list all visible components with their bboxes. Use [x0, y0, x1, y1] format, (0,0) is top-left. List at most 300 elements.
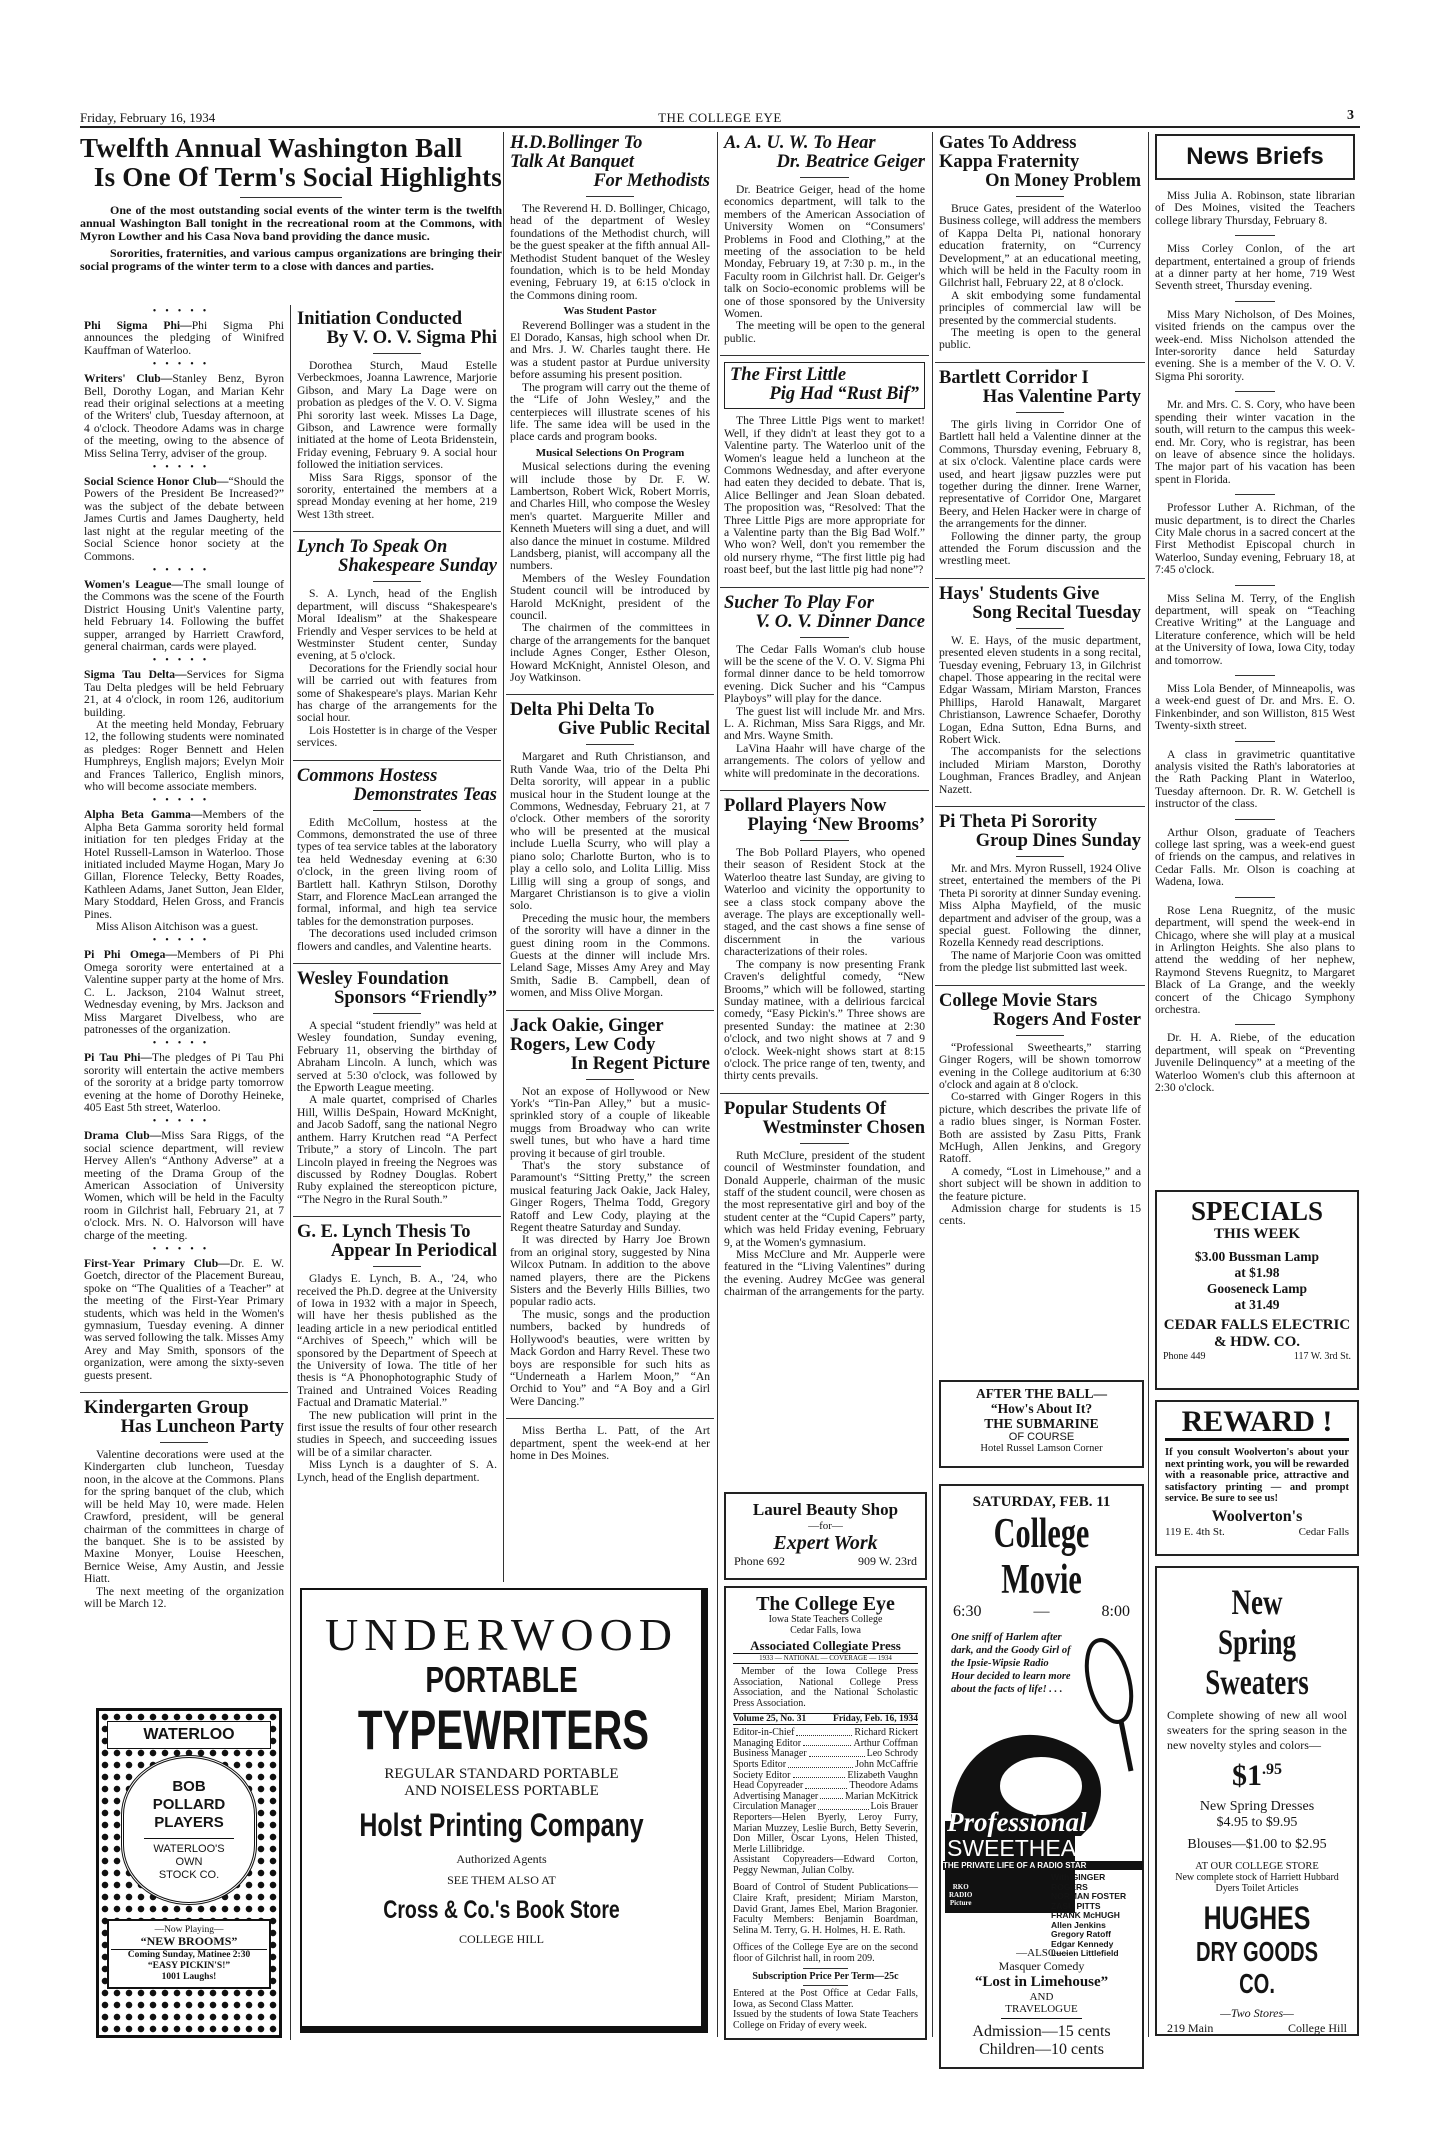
lead-paragraph: One of the most outstanding social events of the winter term is the twelfth annual Washington Ball tonight in the recreational room at the Commons, with Myron Lowther and his Casa Nova band providing the dance music.: [80, 203, 502, 243]
article-sucher: [720, 587, 929, 786]
paragraph-text: Miss Alison Aitchison was a guest.: [96, 920, 259, 934]
page-number: 3: [1347, 108, 1354, 123]
headline: [510, 1017, 710, 1080]
paragraph: [510, 622, 710, 684]
paragraph-text: Lois Hostetter is in charge of the Vesper services.: [297, 723, 497, 750]
paragraph: [297, 588, 497, 662]
specials-phone: Phone 449: [1163, 1351, 1206, 1362]
paragraph-text: Decorations for the Friendly social hour will be carried out with features from some of Shakespeare's plays. Marian Kehr has charge of the arrangements for the social hour.: [297, 661, 497, 725]
item-lead: Writers' Club—: [84, 372, 173, 386]
star-separator: [84, 1038, 284, 1050]
item-lead: Sigma Tau Delta—: [84, 668, 187, 682]
staff-row: [733, 1760, 918, 1771]
star-separator: [84, 795, 284, 807]
specials-week: THIS WEEK: [1213, 1226, 1300, 1242]
ad-line: REGULAR STANDARD PORTABLE: [384, 1766, 619, 1782]
paragraph: [84, 1449, 284, 1585]
star-separator: [84, 935, 284, 947]
headline-line: Pig Had “Rust Bif”: [769, 384, 919, 405]
paragraph: [297, 472, 497, 522]
paragraph-text: The pledges of Pi Tau Phi sorority will entertain the active members of the sorority at a bridge party tomorrow evening at the home of Dorothy Heineke, 405 East 5th street, Waterloo.: [84, 1051, 284, 1114]
article-westminster: [720, 1093, 929, 1305]
paragraph-text: The name of Marjorie Coon was omitted from the pledge list submitted last week.: [939, 948, 1141, 975]
paragraph-text: The small lounge of the Commons was the scene of the Fourth District Housing Unit's Valentine party, held February 14. Following the buffet supper, arranged by Harriett Crawford, general chairman, cards were played.: [84, 577, 284, 653]
acp-logo-text: Associated Collegiate Press: [750, 1638, 901, 1654]
ad-line: OF COURSE: [1008, 1431, 1075, 1443]
paragraph-text: Miss Lynch is a daughter of S. A. Lynch, head of the English department.: [297, 1458, 497, 1484]
ad-troupe-line: PLAYERS: [154, 1814, 224, 1831]
ad-next-play: “EASY PICKIN'S!”: [147, 1961, 231, 1971]
hughes-store-note: AT OUR COLLEGE STORE: [1195, 1861, 1319, 1872]
staff-role: Business Manager: [733, 1748, 807, 1760]
masthead-box: [724, 1586, 927, 2040]
headline-line: A. A. U. W. To Hear: [724, 133, 876, 153]
paragraph: [510, 203, 710, 302]
paragraph-text: The accompanists for the selections included Miriam Marston, Dorothy Loughman, Frances Bradley, and Anjean Nazett.: [939, 745, 1141, 796]
paragraph: [939, 950, 1141, 975]
article-ge-lynch-thesis: [293, 1216, 501, 1490]
reward-address: 119 E. 4th St.: [1165, 1525, 1225, 1538]
headline-line: Gates To Address: [939, 133, 1077, 153]
paragraph-text: The meeting will be open to the general public.: [724, 319, 925, 345]
paragraph: [939, 531, 1141, 568]
headline-line: Commons Hostess: [297, 765, 438, 786]
specials-store: CEDAR FALLS ELECTRIC & HDW. CO.: [1163, 1317, 1351, 1350]
headline: [939, 369, 1141, 413]
ad-line: THE SUBMARINE: [984, 1416, 1099, 1431]
headline-line: Sucher To Play For: [724, 592, 874, 613]
paragraph: [297, 1094, 497, 1206]
paragraph: [84, 476, 284, 563]
article-pi-theta-pi: [935, 806, 1145, 981]
paragraph-text: A class in gravimetric quantitative analysis visited the Rath's laboratories at the Rath Packing Plant in Waterloo, Tuesday afternoon. Dr. R. W. Getchell is instructor of the class.: [1155, 747, 1355, 811]
article-bertha-patt: [506, 1418, 714, 1468]
paragraph-text: Miss Mary Nicholson, of Des Moines, visited friends on the campus over the week-end. Miss Nicholson attended the Inter-sorority dance held Saturday evening. She is a member of the V. O. V. Sigma Phi sorority.: [1155, 307, 1355, 383]
lead-story: [80, 134, 502, 273]
paragraph: [939, 1166, 1141, 1203]
article-first-little-pig: [720, 355, 929, 582]
headline-line: Has Valentine Party: [982, 386, 1141, 407]
paragraph: [1155, 897, 1355, 1017]
paragraph-text: S. A. Lynch, head of the English department, will discuss “Shakespeare's Moral Idealism” at the Shakespeare Friendly and Vesper services to be held at Westminster Student center, Sunday evening, at 5 o'clock.: [297, 587, 497, 663]
paragraph-text: The next meeting of the organization will be March 12.: [84, 1584, 284, 1610]
paragraph: [510, 382, 710, 444]
paragraph: [297, 1020, 497, 1094]
star-separator: [84, 306, 284, 318]
headline-line: Lynch To Speak On: [297, 537, 448, 558]
headline: [297, 1223, 497, 1267]
paragraph-text: Phi Sigma Phi announces the pledging of Winifred Kauffman of Waterloo.: [84, 319, 284, 357]
ad-agents: Authorized Agents: [456, 1852, 547, 1866]
movie-title: College Movie: [993, 1511, 1090, 1603]
leader-dots: [796, 1728, 852, 1736]
ad-name: Laurel Beauty Shop: [752, 1500, 899, 1519]
staff-name: Lois Brauer: [870, 1801, 918, 1813]
movie-film-title: Professional: [947, 1807, 1087, 1837]
cast-member: FRANK McHUGH: [1051, 1910, 1120, 1920]
ad-slogan: Expert Work: [773, 1532, 878, 1554]
paragraph-text: Stanley Benz, Byron Bell, Dorothy Logan, and Marian Kehr read their original selections at a meeting of the Writers' club, Tuesday afternoon, at 4 o'clock. Theodore Adams was in charge of the meeting, owing to the absence of Miss Selina Terry, adviser of the group.: [84, 372, 285, 460]
paragraph: [297, 360, 497, 472]
studio-text: RKO: [952, 1883, 969, 1891]
ad-hughes-dry-goods: [1155, 1566, 1359, 2036]
reward-title: REWARD !: [1165, 1406, 1349, 1441]
paragraph: [510, 1309, 710, 1408]
masthead-member: Member of the Iowa College Press Association, National College Press Association, and the National Scholastic Press Association.: [733, 1666, 918, 1709]
specials-item: $3.00 Bussman Lamp: [1194, 1249, 1320, 1264]
paragraph: [939, 635, 1141, 747]
hughes-stores: —Two Stores—: [1220, 2006, 1294, 2020]
paragraph: [1155, 819, 1355, 889]
item-lead: Alpha Beta Gamma—: [84, 808, 203, 822]
column-2: [293, 308, 501, 1580]
article-bollinger: [506, 132, 714, 690]
paragraph: [724, 184, 925, 320]
ad-city: WATERLOO: [143, 1726, 235, 1743]
article-gates: [935, 132, 1145, 358]
headline-line: Initiation Conducted: [297, 309, 462, 329]
paragraph: [510, 461, 710, 573]
headline-line: Demonstrates Teas: [353, 784, 497, 805]
specials-address: 117 W. 3rd St.: [1293, 1351, 1351, 1362]
lead-paragraph: Sororities, fraternities, and various campus organizations are bringing their social programs of the winter term to a close with dances and parties.: [80, 246, 502, 273]
staff-name: John McCaffrie: [855, 1758, 918, 1770]
paragraph: [297, 1459, 497, 1484]
ad-laurel-beauty-shop: [724, 1492, 927, 1580]
ad-tagline: OWN: [175, 1856, 203, 1868]
paragraph: [297, 928, 497, 953]
star-separator: [84, 462, 284, 474]
headline-line: Twelfth Annual Washington Ball: [80, 133, 463, 163]
item-lead: Phi Sigma Phi—: [84, 319, 192, 332]
headline-line: Sponsors “Friendly”: [334, 988, 497, 1009]
item-lead: First-Year Primary Club—: [84, 1257, 230, 1270]
headline-line: For Methodists: [593, 171, 710, 191]
society-notes: [80, 302, 288, 1388]
headline-line: Bartlett Corridor I: [939, 367, 1089, 388]
movie-blurb: One sniff of Harlem after dark, and the Goody Girl of the Ipsie-Wipsie Radio Hour decided to learn more about the facts of life! . . .: [951, 1632, 1071, 1695]
ad-company: Holst Printing Company: [359, 1807, 644, 1843]
hughes-dress-price: $4.95 to $9.95: [1216, 1815, 1298, 1830]
specials-title: SPECIALS: [1190, 1196, 1324, 1226]
headline: [1155, 134, 1355, 180]
ad-phone: Phone 692: [734, 1554, 785, 1568]
movie-admission: Admission—15 cents: [972, 2023, 1111, 2040]
leader-dots: [803, 1739, 851, 1747]
paragraph-text: Dr. E. W. Goetch, director of the Placement Bureau, spoke on “The Qualities of a Teacher” at the meeting of the First-Year Primary students, which was held in the Women's gymnasium, Tuesday evening. A dinner was served following the talk. Misses Amy Arey and May Smith, sponsors of the organization, were among the sixty-seven guests present.: [84, 1257, 284, 1382]
headline-line: The First Little: [730, 365, 847, 386]
headline-line: G. E. Lynch Thesis To: [297, 1222, 471, 1243]
paragraph-text: Miss Selina M. Terry, of the English department, will speak on “Teaching Creative Writing” at the Language and Literature conference, which will be held at the University of Iowa, Iowa City, today and tomorrow.: [1155, 591, 1355, 667]
paragraph-text: The Bob Pollard Players, who opened their season of Resident Stock at the Waterloo theatre last Sunday, are giving to Waterloo and vicinity the opportunity to see a class stock company above the average. The plays are exceptionally well-staged, and the cast shows a fine sense of discernment in the various characterizations of their roles.: [724, 846, 925, 959]
paragraph-text: The company is now presenting Frank Craven's delightful comedy, “New Brooms,” which will be followed, starting Sunday matinee, with a delirious farcical comedy, “Easy Pickin's.” Three shows are presented Sunday: the matinee at 2:30 o'clock, and two night shows at 7 and 9 o'clock. Week-night shows start at 8:15 o'clock. The price range of ten, twenty, and thirty cents prevails.: [724, 957, 925, 1083]
cast-member: NORMAN FOSTER: [1051, 1891, 1127, 1901]
paragraph: [510, 913, 710, 1000]
issue-date: Friday, February 16, 1934: [80, 110, 216, 125]
headline: [297, 970, 497, 1014]
hughes-name: DRY GOODS CO.: [1195, 1936, 1319, 1999]
paragraph-text: Not an expose of Hollywood or New York's “Tin-Pan Alley,” but a music-sprinkled story of a couple of likeable muggs from Broadway who can write swell tunes, but who have a hard time proving it because of girl trouble.: [510, 1084, 710, 1160]
headline-line: Song Recital Tuesday: [972, 602, 1141, 623]
subscription-price: Subscription Price Per Term—25c: [752, 1970, 899, 1982]
paragraph-text: A skit embodying some fundamental principles of commercial law will be presented by the commercial students.: [939, 288, 1141, 327]
studio-text: Picture: [949, 1899, 972, 1907]
headline-line: Jack Oakie, Ginger: [510, 1015, 664, 1036]
paragraph-text: Rose Lena Ruegnitz, of the music department, will spend the week-end in Chicago, where she will play at a musical in Arlington Heights. She also plans to attend the wedding of her nephew, Raymond Stevens Ruegnitz, to Margaret Black of La Grange, and the weekly concert of the Chicago Symphony orchestra.: [1155, 903, 1355, 1016]
movie-time: 6:30: [953, 1603, 982, 1620]
headline-line: Westminster Chosen: [762, 1117, 925, 1138]
headline: [84, 1399, 284, 1443]
hughes-price: $1: [1232, 1759, 1262, 1792]
article-delta-phi-delta: [506, 694, 714, 1005]
issued-notice: Issued by the students of Iowa State Teachers College on Friday of every week.: [733, 2009, 918, 2031]
paragraph: [939, 1203, 1141, 1228]
headline-line: Shakespeare Sunday: [338, 556, 497, 577]
paragraph-text: Preceding the music hour, the members of the sorority will have a dinner in the guest dining room in the Commons. Guests at the dinner will include Mrs. Leland Sage, Misses Amy Arey and May Smith, Sadie B. Campbell, dean of women, and Miss Olive Morgan.: [510, 911, 710, 1000]
cast-member: Edgar Kennedy: [1051, 1938, 1114, 1949]
ad-reward: [1155, 1400, 1359, 1556]
column-rule: [503, 132, 504, 1582]
headline-line: By V. O. V. Sigma Phi: [326, 328, 497, 348]
article-lynch-shakespeare: [293, 531, 501, 755]
paragraph-text: Mr. and Mrs. C. S. Cory, who have been spending their winter vacation in the south, will return to the campus this week-end. Mr. Cory, who is registrar, has been on leave of absence since the holidays. The major part of his vacation has been spent in Florida.: [1155, 398, 1355, 486]
staff-role: Sports Editor: [733, 1758, 787, 1770]
staff-name: Leo Schrody: [866, 1748, 918, 1760]
headline-line: Kappa Fraternity: [939, 152, 1080, 172]
staff-role: Society Editor: [733, 1769, 791, 1781]
column-1: [80, 302, 288, 1700]
paragraph: [510, 320, 710, 382]
hughes-location: College Hill: [1288, 2021, 1347, 2035]
movie-short: “Lost in Limehouse”: [974, 1974, 1109, 1990]
paragraph: [939, 290, 1141, 327]
column-rule: [290, 305, 291, 2040]
staff-name: Theodore Adams: [849, 1780, 918, 1792]
staff-role: Head Copyreader: [733, 1780, 804, 1792]
paragraph: [297, 725, 497, 750]
paragraph-text: Members of Pi Phi Omega sorority were entertained at a Valentine supper party at the home of Mrs. C. L. Jackson, 2104 Walnut street, Wednesday evening, by Mrs. Jackson and Miss Margaret Divelbess, who are patronesses of the organization.: [84, 948, 284, 1036]
ad-brand: UNDERWOOD: [325, 1609, 678, 1660]
ad-specials: [1155, 1190, 1359, 1390]
paragraph-text: Following the dinner party, the group attended the Forum discussion and the wrestling meet.: [939, 529, 1141, 568]
item-lead: Women's League—: [84, 577, 183, 591]
movie-dash: —: [1033, 1603, 1050, 1620]
reporters: Reporters—Helen Byerly, Leroy Furry, Marian Muzzey, Leslie Burch, Betty Severin, Don Miller, Oscar Lyons, Helen Thisted, Merle Lillibridge.: [733, 1811, 918, 1855]
hughes-name: HUGHES: [1203, 1900, 1311, 1936]
paragraph: [84, 921, 284, 933]
ad-bob-pollard-players: [96, 1708, 282, 2038]
paragraph: [1155, 585, 1355, 667]
paragraph: [724, 644, 925, 706]
paragraph-text: LaVina Haahr will have charge of the arrangements. The colors of yellow and white will predominate in the decorations.: [724, 741, 925, 780]
headline: [724, 362, 925, 409]
board-of-control: Board of Control of Student Publications—Claire Kraft, president; Miriam Marston, David Grant, James Ebel, Marion Bragonier. Faculty Members: Benjamin Boardman, Selina M. Terry, G. H. Holmes, H. E. Rath.: [733, 1882, 918, 1936]
headline-line: Dr. Beatrice Geiger: [776, 152, 925, 172]
headline-line: H.D.Bollinger To: [510, 133, 643, 153]
ad-now-playing: —Now Playing—: [154, 1925, 224, 1935]
column-5: [935, 132, 1145, 1374]
movie-date: SATURDAY, FEB. 11: [972, 1494, 1111, 1510]
headline-line: In Regent Picture: [570, 1053, 710, 1074]
staff-name: Elizabeth Vaughn: [847, 1769, 918, 1781]
headline-line: Rogers, Lew Cody: [510, 1034, 656, 1055]
paragraph: [1155, 391, 1355, 486]
paragraph: [724, 959, 925, 1083]
paragraph-text: “Should the Powers of the President Be Increased?” was the subject of the debate between James Curtis and James Daugherty, held last night at the regular meeting of the Social Science honor society at the Commons.: [84, 475, 284, 563]
acp-years: 1933 — NATIONAL — COVERAGE — 1934: [733, 1653, 918, 1664]
paragraph: [724, 743, 925, 780]
hughes-dresses: New Spring Dresses: [1199, 1799, 1315, 1814]
paragraph-text: Musical selections during the evening will include those by Dr. F. W. Lambertson, Robert Wick, Robert Morris, and Charles Hill, who compose the Wesley men's quartet. Marguerite Miller and Kenneth Mueters will sing a duet, and will also dance the minuet in costume. Mildred Landsberg, pianist, will accompany all the numbers.: [510, 460, 710, 573]
article-initiation: [293, 308, 501, 527]
movie-film-tagline: THE PRIVATE LIFE OF A RADIO STAR: [943, 1861, 1143, 1870]
movie-time: 8:00: [1101, 1603, 1130, 1620]
page-header: [80, 108, 1360, 128]
headline-line: Pollard Players Now: [724, 796, 887, 817]
paragraph-text: Miss Lola Bender, of Minneapolis, was a week-end guest of Dr. and Mrs. E. O. Finkenbinder, and son Williston, 815 West Twenty-sixth street.: [1155, 682, 1355, 733]
ad-line: “How's About It?: [990, 1401, 1093, 1416]
headline-line: Delta Phi Delta To: [510, 700, 655, 721]
column-3: [506, 132, 714, 1580]
paragraph: [84, 719, 284, 793]
item-lead: Social Science Honor Club—: [84, 475, 229, 489]
studio-text: RADIO: [949, 1891, 973, 1899]
masthead-title: The College Eye: [756, 1593, 895, 1615]
movie-cast: [1051, 1873, 1143, 1959]
star-separator: [84, 655, 284, 667]
paragraph: [510, 751, 710, 912]
paragraph-text: The meeting is open to the general public.: [939, 326, 1141, 352]
paragraph-text: Miss Corley Conlon, of the art department, entertained a group of friends at a dinner party at her home, 719 West Seventh street, Thursday evening.: [1155, 242, 1355, 293]
paragraph: [1155, 190, 1355, 227]
paragraph: [297, 817, 497, 929]
ad-address: 909 W. 23rd: [857, 1554, 917, 1568]
paragraph-text: The program will carry out the theme of the “Life of John Wesley,” and the centerpieces will illustrate scenes of his life. The same idea will be used in the place cards and program books.: [510, 380, 710, 444]
paragraph: [84, 1130, 284, 1242]
cast-member: ZASU PITTS: [1051, 1900, 1101, 1911]
staff-role: Advertising Manager: [733, 1790, 819, 1802]
paragraph-text: Reverend Bollinger was a student in the El Dorado, Kansas, high school when Dr. and Mrs. J. W. Charles taught there. He was a student pastor at Purdue university before assuming his present position.: [510, 318, 710, 382]
paragraph-text: The chairmen of the committees in charge of the arrangements for the banquet include Agnes Conger, Esther Oleson, Howard McKnight, Annistel Oleson, and Joy Watkinson.: [510, 621, 710, 685]
paragraph: [297, 1410, 497, 1460]
ad-after-the-ball: [939, 1380, 1144, 1468]
specials-price: at 31.49: [1234, 1297, 1280, 1312]
paragraph: [510, 573, 710, 623]
movie-travelogue: AND TRAVELOGUE: [1001, 1991, 1082, 2019]
paragraph: [724, 847, 925, 959]
reward-body: If you consult Woolverton's about your next printing work, you will be rewarded with a reasonable price, attractive and satisfactory printing — and prompt service. Be sure to see us!: [1165, 1447, 1349, 1504]
staff-role: Managing Editor: [733, 1737, 802, 1749]
paragraph-text: Bruce Gates, president of the Waterloo Business college, will address the members of Kappa Delta Pi, national honorary education fraternity, on “Currency Development,” at an educational meeting, which will be held in the Faculty room in Gilchrist hall, February 22, at 8 o'clock.: [939, 202, 1141, 290]
headline: [939, 585, 1141, 629]
ad-line: PORTABLE: [425, 1659, 578, 1700]
article-bartlett: [935, 362, 1145, 574]
paragraph: [84, 949, 284, 1036]
paragraph-text: Dr. H. A. Riebe, of the education department, will speak on “Preventing Juvenile Delinquency” at a meeting of the Waterloo Women's club this afternoon at 2:30 o'clock.: [1155, 1031, 1355, 1094]
paragraph-text: The Three Little Pigs went to market! Well, if they didn't at least they got to a Valentine party. The Waterloo unit of the Women's league held a luncheon at the Commons Wednesday, and after everyone had eaten they decided to debate. That is, Alice Bellinger and Jean Sloan debated. The proposition was, “Resolved: That the Three Little Pigs are more appropriate for a Valentine party than the Big Bad Wolf.” Who won? Well, don't you remember the old nursery rhyme, “The first little pig had roast beef, but the last little pig had none”?: [724, 414, 925, 577]
headline: [510, 134, 710, 197]
column-4: [720, 132, 929, 1486]
paragraph-text: The music, songs and the production numbers, backed by hundreds of Hollywood's beauties, were written by Mack Gordon and Harry Revel. These two boys are responsible for such hits as “Underneath a Harlem Moon,” “An Orchid to You” and “A Boy and a Girl Were Dancing.”: [510, 1307, 710, 1408]
headline-line: Kindergarten Group: [84, 1398, 249, 1419]
paragraph-text: Arthur Olson, graduate of Teachers college last spring, was a week-end guest of friends on the campus, and relatives in Cedar Falls. Mr. Olson is coaching at Wadena, Iowa.: [1155, 825, 1355, 889]
paragraph: [724, 1150, 925, 1249]
star-separator: [84, 1244, 284, 1256]
paragraph-text: Dr. Beatrice Geiger, head of the home economics department, will talk to the members of the American Association of University Women on “Consumers' Problems in Food and Clothing,” at the meeting of the association to be held Monday, February 19, at 7:30 p. m., in the Faculty room in Gilchrist hall. Dr. Geiger's talk on Socio-economic problems will be one of those sponsored by the University Women.: [724, 183, 925, 321]
column-rule: [1148, 132, 1149, 2037]
cast-member: Allen Jenkins: [1051, 1919, 1106, 1930]
specials-item: Gooseneck Lamp: [1206, 1281, 1308, 1296]
paragraph-text: At the meeting held Monday, February 12, the following students were nominated as pledges: Roger Bennett and Helen Humphreys, English majors; Evelyn Moir and Frances Tallerico, English minors, who will become associate members.: [84, 717, 284, 793]
ad-line: TYPEWRITERS: [357, 1698, 650, 1761]
subheading: Musical Selections On Program: [535, 446, 685, 459]
staff-name: Richard Rickert: [854, 1727, 918, 1739]
item-lead: Pi Phi Omega—: [84, 948, 177, 962]
paragraph: [939, 1091, 1141, 1165]
reward-name: Woolverton's: [1211, 1507, 1303, 1525]
headline: [939, 813, 1141, 857]
ad-location: COLLEGE HILL: [459, 1932, 544, 1946]
item-lead: Drama Club—: [84, 1129, 162, 1143]
headline-line: Hays' Students Give: [939, 583, 1100, 604]
paragraph: [84, 669, 284, 719]
paragraph: [939, 1042, 1141, 1092]
ad-store: Cross & Co.'s Book Store: [383, 1896, 620, 1924]
ad-line: AND NOISELESS PORTABLE: [404, 1783, 599, 1799]
article-commons-hostess: [293, 760, 501, 959]
ad-line: AFTER THE BALL—: [975, 1386, 1108, 1401]
headline-line: V. O. V. Dinner Dance: [755, 611, 925, 632]
headline-line: Appear In Periodical: [330, 1241, 497, 1262]
paragraph-text: It was directed by Harry Joe Brown from an original story, suggested by Nina Wilcox Putnam. In addition to the above named players, there are the Pickens Sisters and the Beverly Hills Billies, two popular radio acts.: [510, 1233, 710, 1309]
paragraph-text: Valentine decorations were used at the Kindergarten club luncheon, Tuesday noon, in the alcove at the Commons. Plans for the spring banquet of the club, which will be held May 10, were made. Helen Crawford, president, will be general chairman of the committees in charge of the banquet. She is to be assisted by Maxine Monyer, Louise Heeschen, Bernice Weise, Amy Austin, and Jessie Hiatt.: [84, 1448, 284, 1586]
paragraph-text: Miss Bertha L. Patt, of the Art department, spent the week-end at her home in Des Moines.: [510, 1424, 710, 1462]
headline: [297, 310, 497, 354]
cast-member: Gregory Ratoff: [1051, 1929, 1111, 1939]
paragraph: [510, 1234, 710, 1308]
hughes-title: New Spring: [1217, 1582, 1297, 1662]
paragraph: [297, 663, 497, 725]
headline-line: Popular Students Of: [724, 1098, 887, 1119]
column-rule: [932, 132, 933, 2037]
volume-number: Volume 25, No. 31: [733, 1713, 807, 1724]
paragraph-text: Miss Sara Riggs, of the social science department, will review Hervey Allen's “Anthony Adverse” at a meeting of the Drama Group of the American Association of University Women, which will be held in the Faculty room in Gilchrist hall, February 21, at 7 o'clock. Mrs. N. O. Halvorson will have charge of the meeting.: [84, 1129, 284, 1242]
paragraph: [1155, 1024, 1355, 1094]
leader-dots: [820, 1792, 843, 1800]
paragraph: [510, 1160, 710, 1234]
headline: [297, 767, 497, 811]
paragraph-text: A comedy, “Lost in Limehouse,” and a short subject will be shown in addition to the feature picture.: [939, 1164, 1141, 1203]
article-jack-oakie: [506, 1010, 714, 1415]
paragraph: [724, 320, 925, 345]
paragraph-text: Ruth McClure, president of the student council of Westminster foundation, and Donald Aupperle, chairman of the music staff of the student council, were chosen as the most representative girl and boy of the student center at the “Cupid Capers” party, which was held Friday evening, February 9, at the Women's gymnasium.: [724, 1148, 925, 1249]
headline-line: Give Public Recital: [557, 719, 710, 740]
paragraph: [84, 320, 284, 357]
headline: [939, 134, 1141, 197]
paragraph-text: The new publication will print in the first issue the results of four other research studies in Speech, and succeeding issues will be of a similar character.: [297, 1408, 497, 1459]
paragraph-text: Co-starred with Ginger Rogers in this picture, which describes the private life of a radio blues singer, is Norman Foster. Both are assisted by Zasu Pitts, Frank McHugh, Allen Jenkins, and Gregory Ratoff.: [939, 1090, 1141, 1166]
news-briefs: [1151, 132, 1359, 1100]
paragraph-text: Members of the Alpha Beta Gamma sorority held formal initiation for ten pledges Friday at the Hotel Russell-Lamson in Waterloo. Those initiated included Mayme Hogan, Mary Jo Gillan, Florence Telecky, Betty Roades, Kathleen Adams, Janet Sutton, Jean Elder, Mary Stoddard, Helen Gross, and Francis Pines.: [84, 808, 284, 921]
hughes-title: Sweaters: [1205, 1662, 1309, 1702]
hughes-blouses: Blouses—$1.00 to $2.95: [1187, 1837, 1327, 1852]
paragraph-text: Mr. and Mrs. Myron Russell, 1924 Olive street, entertained the members of the Pi Theta Pi sorority at dinner Sunday evening. Miss Alpha Mayfield, of the music department and adviser of the group, was a special guest. Following the dinner, Rozella Kennedy read descriptions.: [939, 862, 1141, 950]
paragraph-text: Services for Sigma Tau Delta pledges will be held February 21, at 4 o'clock, in room 126, auditorium building.: [84, 668, 284, 719]
hughes-location: 219 Main: [1167, 2021, 1214, 2035]
ad-coming: Coming Sunday, Matinee 2:30: [127, 1950, 251, 1960]
movie-comedy: Masquer Comedy: [998, 1959, 1085, 1973]
article-aauw: [720, 132, 929, 351]
